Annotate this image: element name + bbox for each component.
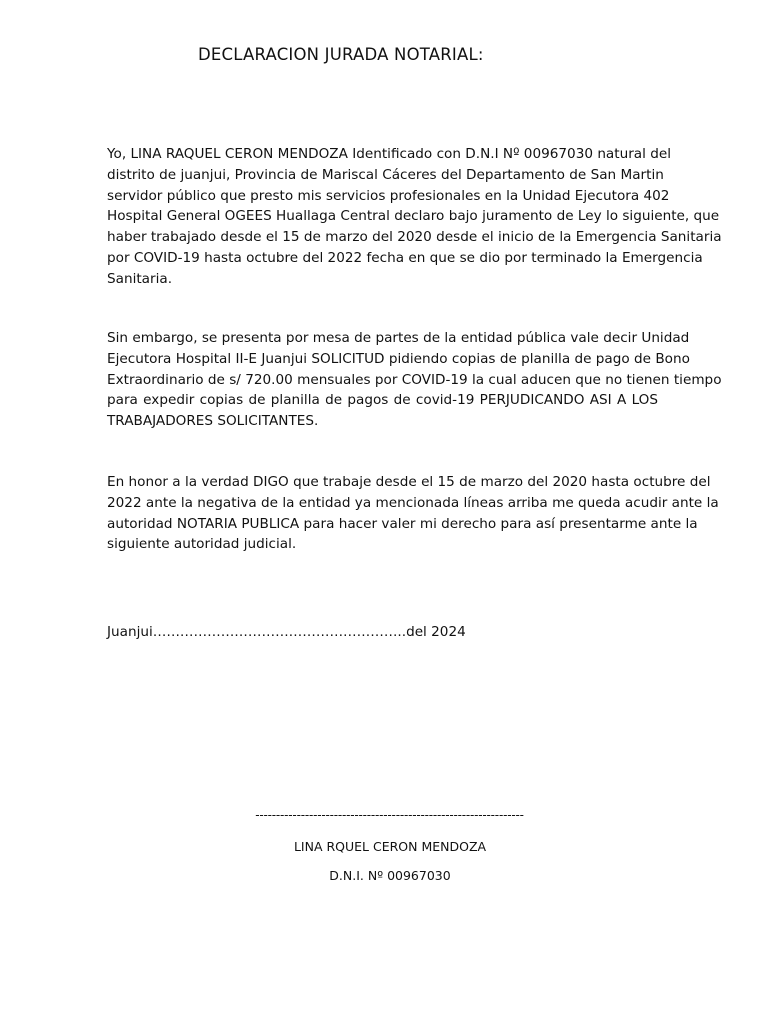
paragraph-line: 2022 ante la negativa de la entidad ya mencionada líneas arriba me queda acudir ante la [107,494,719,511]
paragraph-request [107,328,722,432]
paragraph-line: Hospital General OGEES Huallaga Central declaro bajo juramento de Ley lo siguiente, que [107,208,720,225]
paragraph-line: TRABAJADORES SOLICITANTES. [107,413,319,430]
paragraph-honor [107,472,719,555]
paragraph-line: Yo, LINA RAQUEL CERON MENDOZA Identificado con D.N.I Nº 00967030 natural del [107,146,671,162]
document-title: DECLARACION JURADA NOTARIAL: [198,45,484,64]
paragraph-line: siguiente autoridad judicial. [107,536,297,553]
paragraph-line: autoridad NOTARIA PUBLICA para hacer valer mi derecho para así presentarme ante la [107,515,698,532]
paragraph-line: En honor a la verdad DIGO que trabaje desde el 15 de marzo del 2020 hasta octubre del [107,474,711,490]
paragraph-line: Sanitaria. [107,270,173,287]
signature-line: ----------------------------------------------------------------- [255,808,524,822]
paragraph-line: Extraordinario de s/ 720.00 mensuales por COVID-19 la cual aducen que no tienen tiempo [107,371,722,388]
place-date-line: Juanjui………………………………………………..del 2024 [107,624,466,640]
paragraph-declaration [107,144,722,290]
paragraph-line: distrito de juanjui, Provincia de Mariscal Cáceres del Departamento de San Martin [107,166,664,183]
paragraph-line: servidor público que presto mis servicios profesionales en la Unidad Ejecutora 402 [107,187,670,204]
signatory-dni: D.N.I. Nº 00967030 [329,868,451,883]
signatory-name: LINA RQUEL CERON MENDOZA [293,839,487,854]
paragraph-line: para expedir copias de planilla de pagos de covid-19 PERJUDICANDO ASI A LOS [107,392,658,409]
paragraph-line: Sin embargo, se presenta por mesa de partes de la entidad pública vale decir Unidad [107,330,690,346]
paragraph-line: Ejecutora Hospital II-E Juanjui SOLICITUD pidiendo copias de planilla de pago de Bono [107,350,690,367]
paragraph-line: haber trabajado desde el 15 de marzo del 2020 desde el inicio de la Emergencia Sanitaria [107,229,722,246]
paragraph-line: por COVID-19 hasta octubre del 2022 fecha en que se dio por terminado la Emergencia [107,249,703,266]
